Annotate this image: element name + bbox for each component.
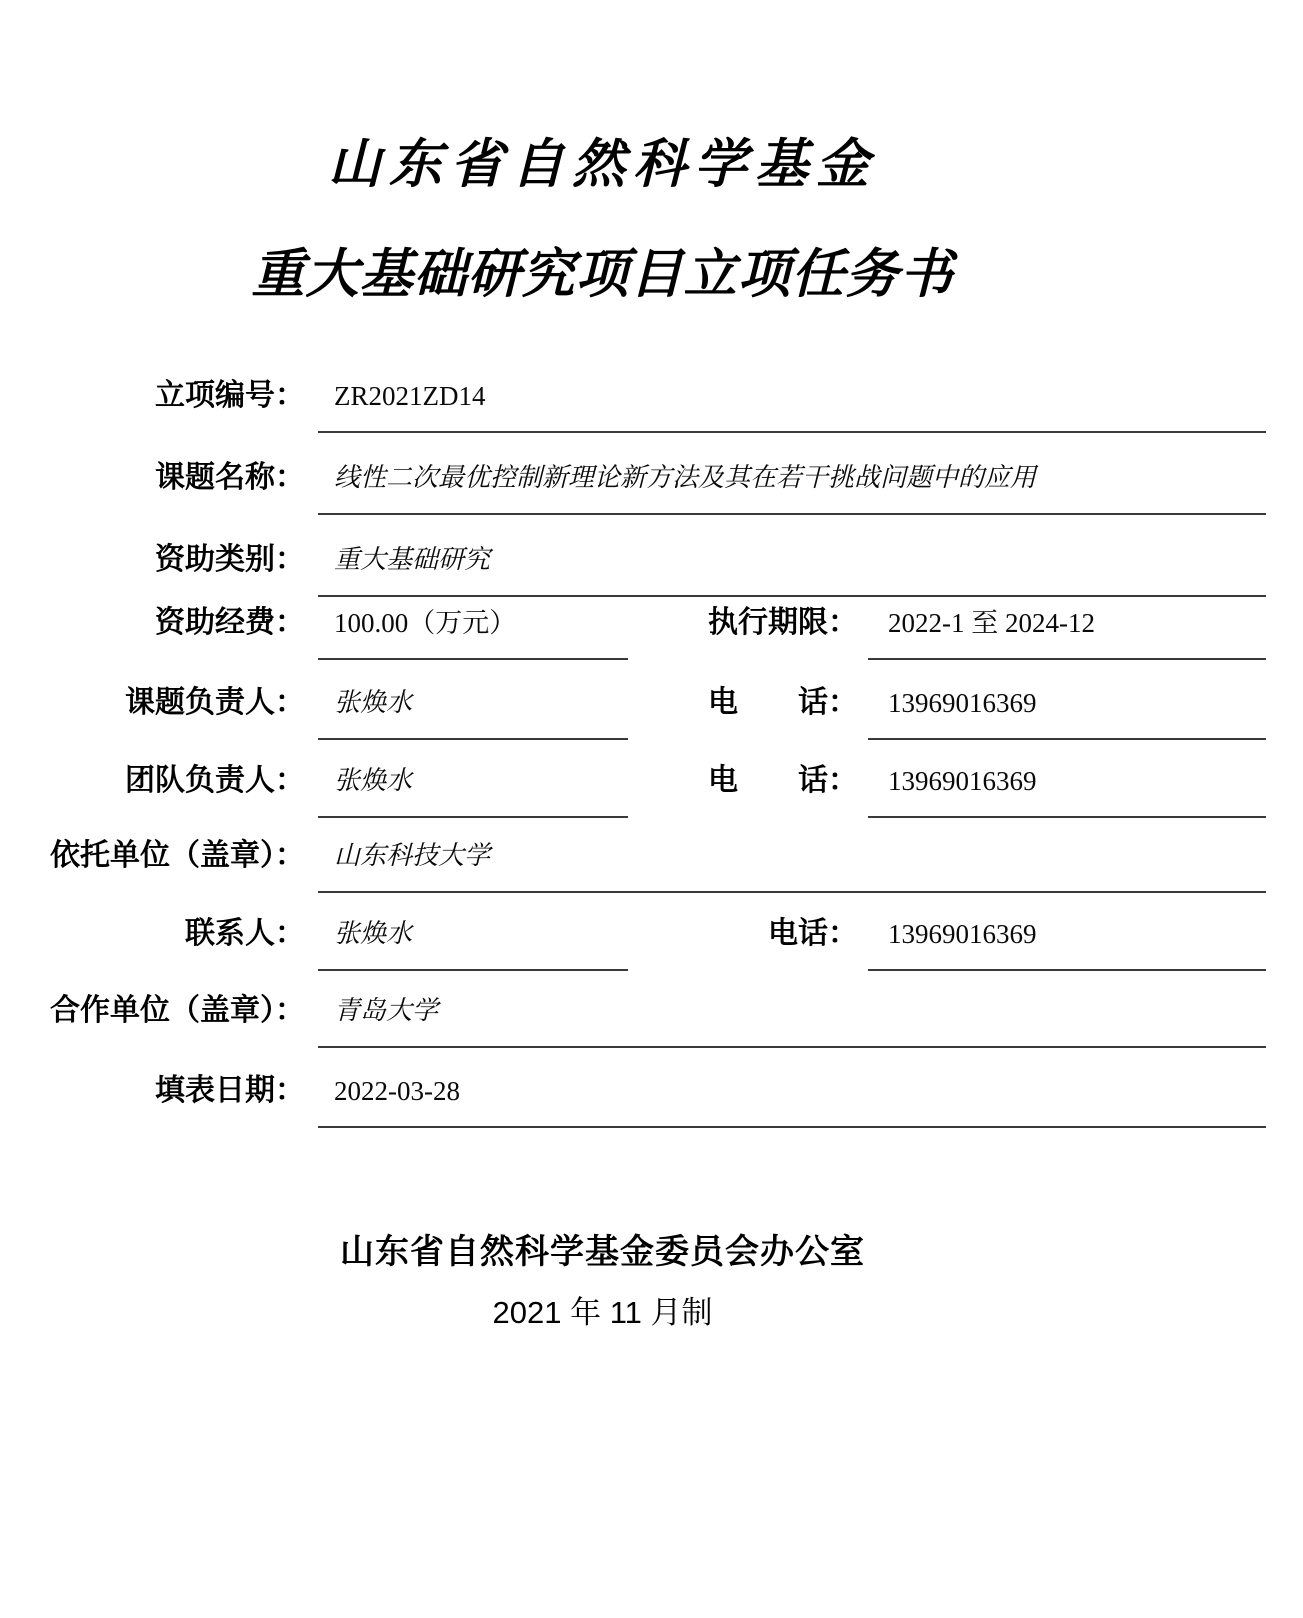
host-institution-label: 依托单位（盖章）： bbox=[50, 839, 305, 872]
footer-office-name: 山东省自然科学基金委员会办公室 bbox=[340, 1233, 865, 1271]
execution-period-value: 2022-1 至 2024-12 bbox=[868, 592, 1266, 660]
project-leader-phone-value: 13969016369 bbox=[868, 672, 1266, 740]
document-title-line1: 山东省自然科学基金 bbox=[328, 133, 877, 195]
project-leader-label: 课题负责人： bbox=[125, 686, 305, 719]
partner-institution-label: 合作单位（盖章）： bbox=[50, 994, 305, 1027]
form-date-value: 2022-03-28 bbox=[318, 1060, 1266, 1128]
funding-amount-value: 100.00（万元） bbox=[318, 592, 628, 660]
project-leader-phone-label: 电 话： bbox=[708, 686, 858, 719]
team-leader-value: 张焕水 bbox=[318, 750, 628, 818]
team-leader-phone-label: 电 话： bbox=[708, 764, 858, 797]
contact-person-label: 联系人： bbox=[185, 917, 305, 950]
funding-category-value: 重大基础研究 bbox=[318, 529, 1266, 597]
contact-phone-label: 电话： bbox=[768, 917, 858, 950]
funding-amount-label: 资助经费： bbox=[155, 606, 305, 639]
execution-period-label: 执行期限： bbox=[708, 606, 858, 639]
partner-institution-value: 青岛大学 bbox=[318, 980, 1266, 1048]
project-number-value: ZR2021ZD14 bbox=[318, 365, 1266, 433]
project-leader-value: 张焕水 bbox=[318, 672, 628, 740]
funding-category-label: 资助类别： bbox=[155, 543, 305, 576]
project-title-value: 线性二次最优控制新理论新方法及其在若干挑战问题中的应用 bbox=[318, 447, 1266, 515]
contact-person-value: 张焕水 bbox=[318, 903, 628, 971]
contact-phone-value: 13969016369 bbox=[868, 903, 1266, 971]
project-title-label: 课题名称： bbox=[155, 461, 305, 494]
host-institution-value: 山东科技大学 bbox=[318, 825, 1266, 893]
document-title-line2: 重大基础研究项目立项任务书 bbox=[251, 243, 954, 305]
project-number-label: 立项编号： bbox=[155, 379, 305, 412]
team-leader-phone-value: 13969016369 bbox=[868, 750, 1266, 818]
footer-issue-date: 2021 年 11 月制 bbox=[492, 1295, 713, 1330]
team-leader-label: 团队负责人： bbox=[125, 764, 305, 797]
form-date-label: 填表日期： bbox=[155, 1074, 305, 1107]
